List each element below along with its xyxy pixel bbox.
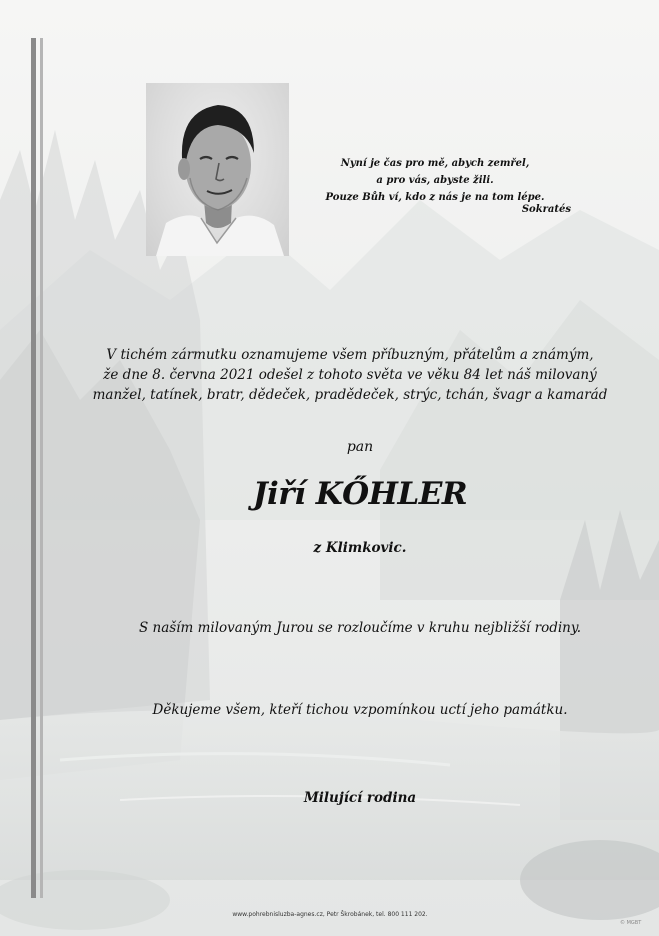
announcement-line: manžel, tatínek, bratr, dědeček, pradědeček, strýc, tchán, švagr a kamarád: [92, 387, 608, 403]
thanks-text: Děkujeme všem, kteří tichou vzpomínkou uctí jeho památku.: [152, 702, 568, 718]
announcement-line: V tichém zármutku oznamujeme všem příbuzným, přátelům a známým,: [106, 347, 594, 363]
left-border-bar-thin: [40, 38, 43, 898]
honorific: pan: [346, 439, 374, 455]
announcement-line: že dne 8. června 2021 odešel z tohoto světa ve věku 84 let náš milovaný: [103, 367, 597, 383]
farewell-text: S naším milovaným Jurou se rozloučíme v kruhu nejbližší rodiny.: [138, 620, 582, 636]
portrait-photo-icon: [146, 83, 289, 256]
portrait-photo: [146, 83, 289, 256]
quote: [300, 155, 570, 206]
deceased-origin: z Klimkovic.: [313, 540, 407, 556]
announcement-text: [60, 345, 640, 405]
deceased-name: Jiří KŐHLER: [252, 476, 468, 512]
left-border-bar: [31, 38, 36, 898]
quote-line: a pro vás, abyste žili.: [376, 175, 494, 186]
quote-line: Nyní je čas pro mě, abych zemřel,: [340, 158, 530, 169]
watermark: © MGBT: [620, 920, 642, 926]
footer-contact: www.pohrebnisluzba-agnes.cz, Petr Škrobánek, tel. 800 111 202.: [232, 911, 428, 918]
quote-author: Sokratés: [521, 204, 571, 215]
signature: Milující rodina: [303, 790, 417, 806]
quote-line: Pouze Bůh ví, kdo z nás je na tom lépe.: [325, 192, 545, 203]
